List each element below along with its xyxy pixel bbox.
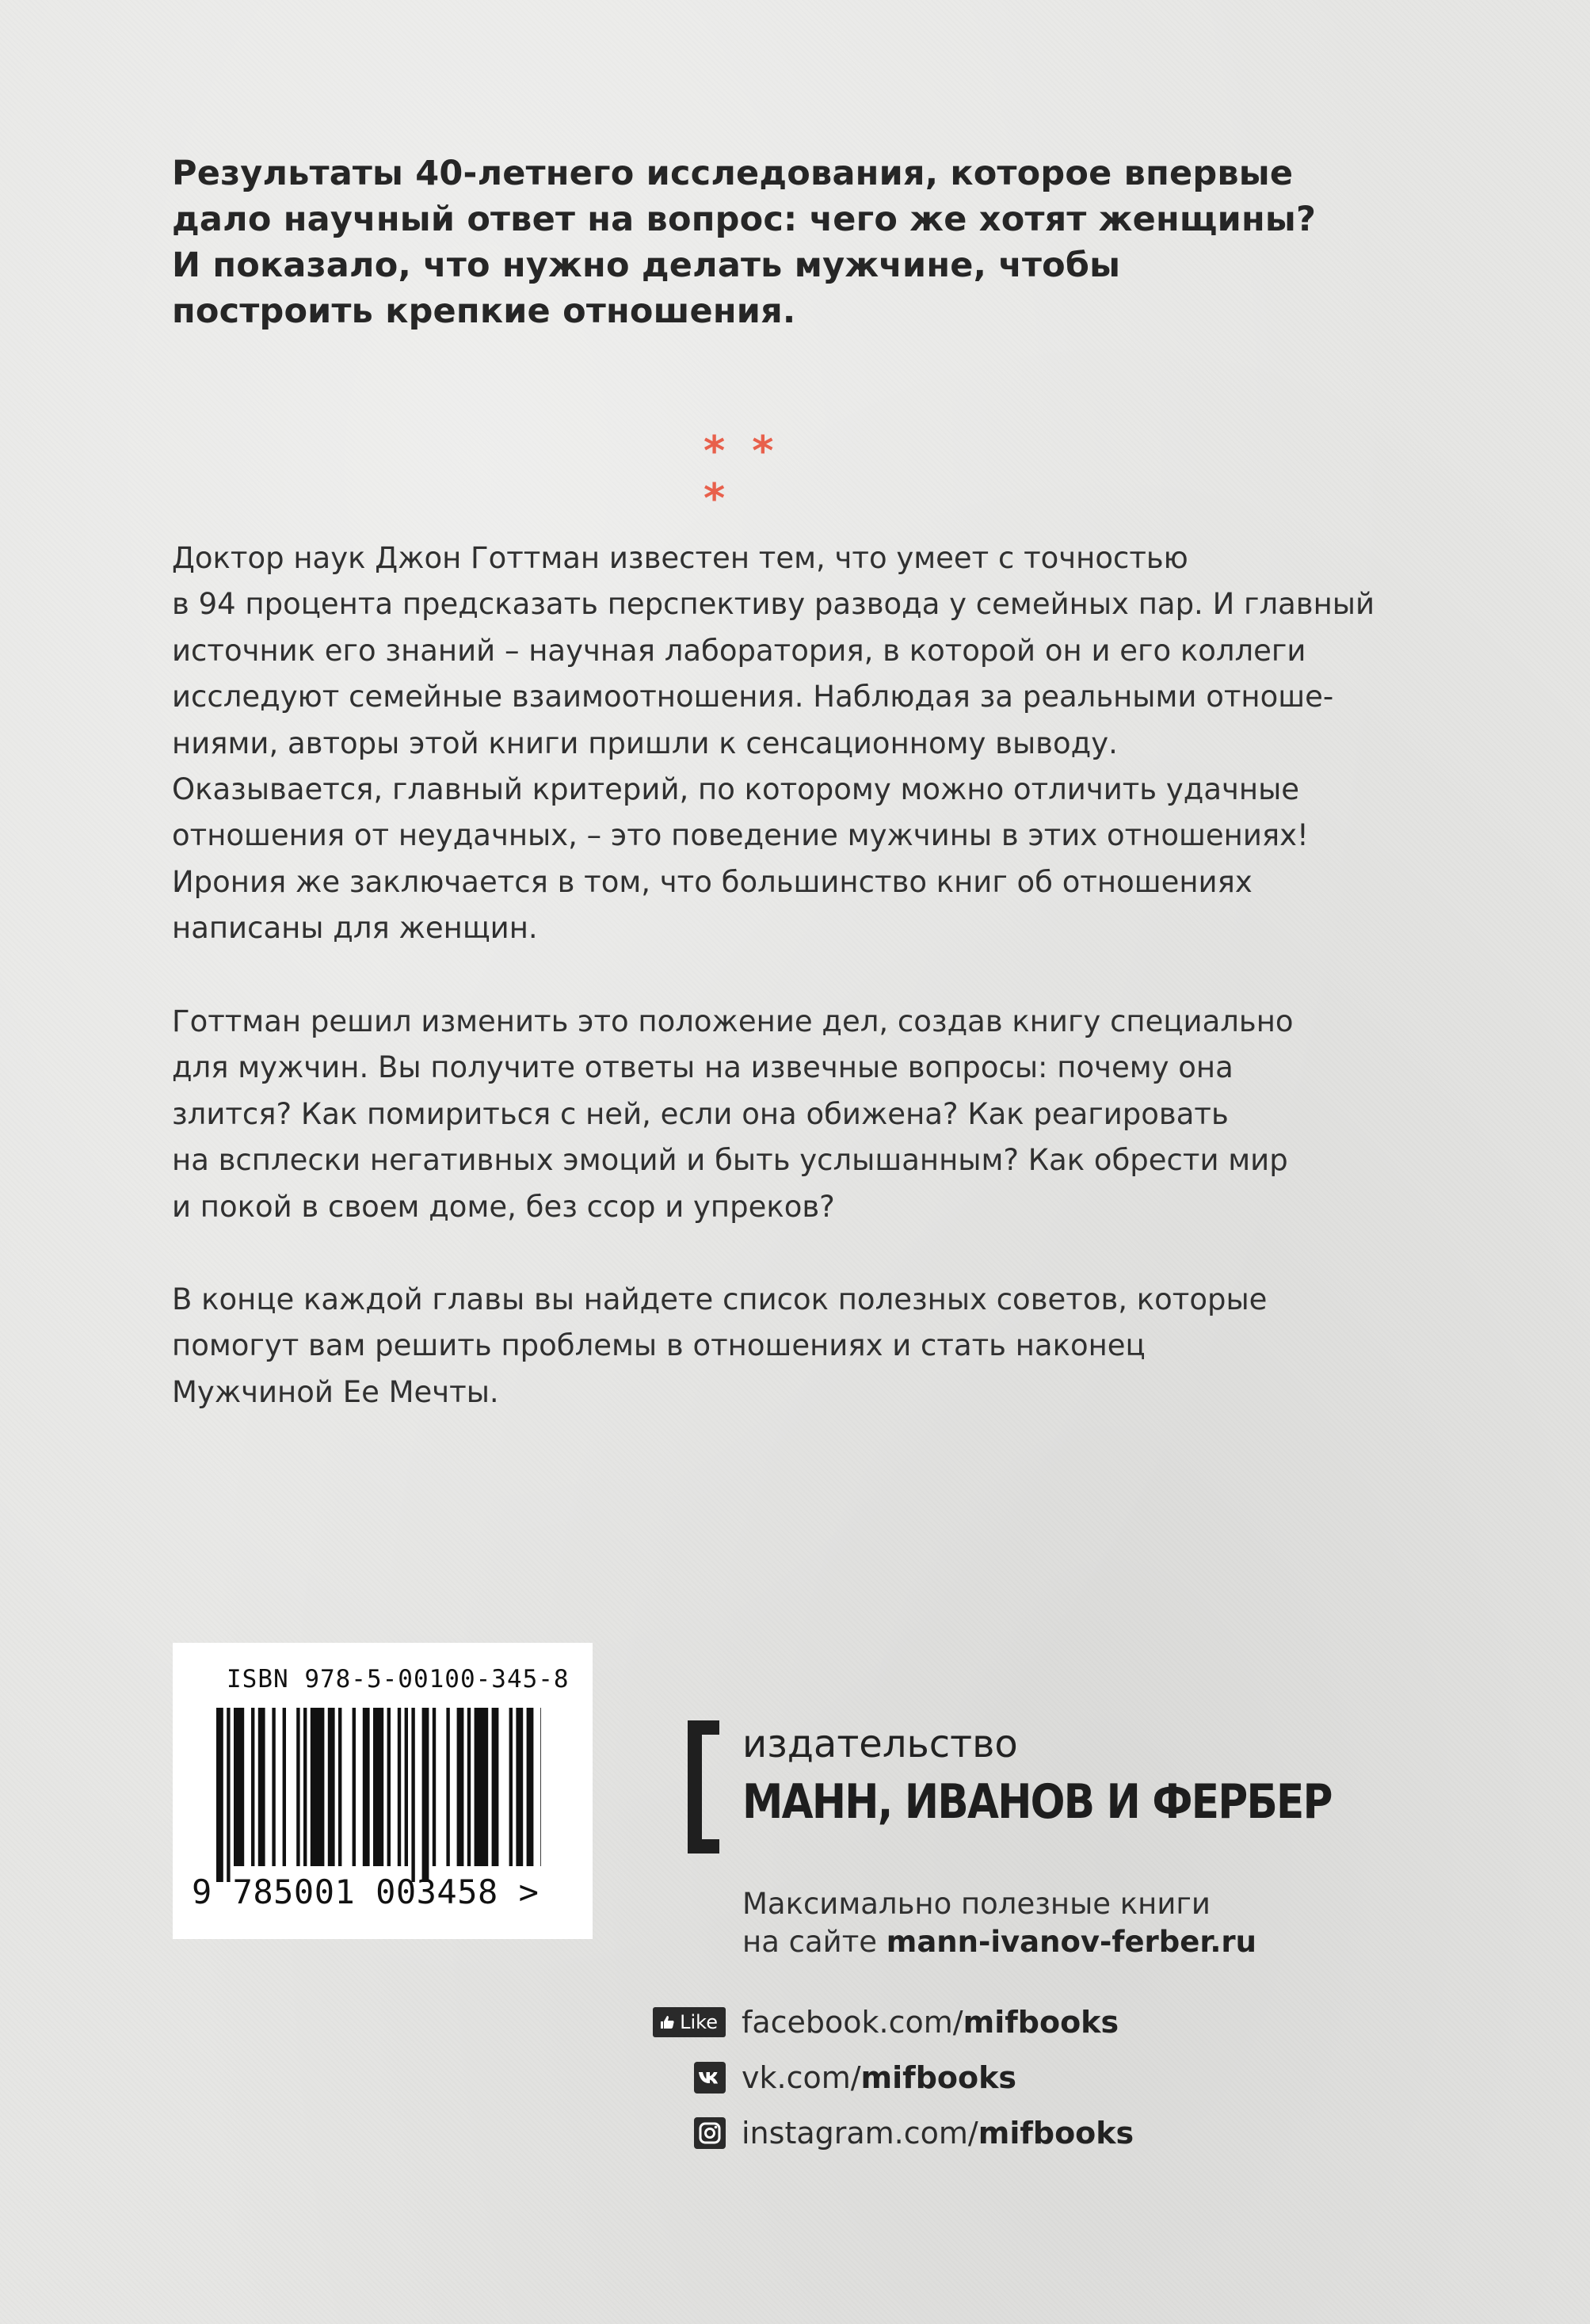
paragraph-line: Мужчиной Ее Мечты.: [172, 1374, 499, 1409]
like-icon: [653, 2007, 726, 2037]
paragraph-line: на всплески негативных эмоций и быть услышанным? Как обрести мир: [172, 1143, 1288, 1178]
vk-handle: mifbooks: [860, 2060, 1017, 2095]
lead-line: Результаты 40-летнего исследования, которое впервые: [172, 154, 1294, 193]
barcode-bar: [251, 1708, 254, 1866]
separator-asterisks: * * *: [703, 428, 780, 523]
barcode-bar: [272, 1708, 275, 1866]
barcode-bar: [457, 1708, 464, 1866]
paragraph-line: источник его знаний – научная лаборатория, в которой он и его коллеги: [172, 633, 1306, 668]
vk-link[interactable]: [639, 2057, 1016, 2098]
instagram-icon: [694, 2117, 726, 2149]
barcode-bar: [283, 1708, 286, 1866]
paragraph-line: отношения от неудачных, – это поведение мужчины в этих отношениях!: [172, 818, 1309, 853]
barcode-bar: [296, 1708, 299, 1866]
publisher-name: МАНН, ИВАНОВ И ФЕРБЕР: [742, 1774, 1332, 1830]
barcode-bar: [303, 1708, 307, 1866]
lead-line: построить крепкие отношения.: [172, 291, 796, 331]
lead-line: дало научный ответ на вопрос: чего же хотят женщины?: [172, 200, 1317, 239]
lead-line: И показало, что нужно делать мужчине, чтобы: [172, 246, 1121, 285]
barcode-bar: [258, 1708, 265, 1866]
paragraph-line: в 94 процента предсказать перспективу развода у семейных пар. И главный: [172, 587, 1375, 622]
barcode-bar: [405, 1708, 408, 1866]
barcode-bar: [398, 1708, 401, 1866]
instagram-link[interactable]: [639, 2113, 1134, 2154]
facebook-prefix: facebook.com/: [742, 2005, 963, 2040]
vk-prefix: vk.com/: [742, 2060, 861, 2095]
paragraph-line: В конце каждой главы вы найдете список полезных советов, которые: [172, 1282, 1268, 1316]
barcode-bar: [387, 1708, 391, 1866]
tagline-prefix: на сайте: [742, 1925, 887, 1959]
barcode-bar: [527, 1708, 534, 1866]
instagram-handle: mifbooks: [978, 2116, 1134, 2151]
vk-icon: [694, 2062, 726, 2094]
barcode-bar: [433, 1708, 436, 1866]
barcode-bar: [411, 1708, 414, 1882]
paragraph-line: для мужчин. Вы получите ответы на извечные вопросы: почему она: [172, 1050, 1233, 1085]
barcode-bar: [492, 1708, 499, 1866]
barcode-bars: [216, 1708, 541, 1882]
barcode-bar: [446, 1708, 449, 1866]
barcode-bar: [540, 1708, 541, 1866]
barcode-block: [173, 1643, 593, 1939]
paragraph-line: и покой в своем доме, без ссор и упреков?: [172, 1189, 835, 1224]
tagline-line-2: [742, 1923, 1256, 1961]
barcode-bar: [509, 1708, 513, 1866]
paragraph-line: Оказывается, главный критерий, по которому можно отличить удачные: [172, 772, 1300, 807]
lead-text: [172, 150, 1408, 334]
tagline-line-1: Максимально полезные книги: [742, 1887, 1211, 1921]
tagline: [742, 1885, 1256, 1961]
paragraph-line: Ирония же заключается в том, что большинство книг об отношениях: [172, 864, 1253, 899]
like-badge-label: Like: [680, 2011, 718, 2033]
paragraph-line: исследуют семейные взаимоотношения. Наблюдая за реальными отноше-: [172, 680, 1334, 714]
barcode-bar: [328, 1708, 335, 1866]
barcode-bar: [311, 1708, 325, 1866]
barcode-bar: [475, 1708, 489, 1866]
paragraph-line: ниями, авторы этой книги пришли к сенсационному выводу.: [172, 726, 1118, 760]
paragraph-2: [172, 999, 1408, 1230]
publisher-kind: издательство: [742, 1722, 1018, 1766]
facebook-link[interactable]: [639, 2002, 1119, 2043]
barcode-bar: [216, 1708, 223, 1882]
barcode-bar: [363, 1708, 370, 1866]
barcode-bar: [338, 1708, 341, 1866]
paragraph-line: написаны для женщин.: [172, 911, 538, 946]
paragraph-line: Доктор наук Джон Готтман известен тем, что умеет с точностью: [172, 541, 1188, 575]
barcode-bar: [467, 1708, 471, 1866]
barcode-bar: [373, 1708, 383, 1866]
instagram-prefix: instagram.com/: [742, 2116, 978, 2151]
barcode-bar: [234, 1708, 244, 1866]
barcode-bar: [422, 1708, 429, 1882]
paragraph-line: Готтман решил изменить это положение дел, создав книгу специально: [172, 1004, 1294, 1038]
barcode-bar: [227, 1708, 230, 1882]
paragraph-3: [172, 1277, 1408, 1415]
publisher-bracket-icon: [688, 1720, 723, 1853]
paragraph-1: [172, 535, 1408, 952]
facebook-handle: mifbooks: [963, 2005, 1119, 2040]
isbn-label: ISBN 978-5-00100-345-8: [227, 1665, 570, 1693]
barcode-bar: [516, 1708, 523, 1866]
ean-digits: 9 785001 003458 >: [192, 1873, 540, 1911]
barcode-bar: [353, 1708, 356, 1866]
paragraph-line: помогут вам решить проблемы в отношениях и стать наконец: [172, 1328, 1146, 1363]
site-link[interactable]: mann-ivanov-ferber.ru: [886, 1925, 1256, 1959]
paragraph-line: злится? Как помириться с ней, если она обижена? Как реагировать: [172, 1096, 1229, 1131]
